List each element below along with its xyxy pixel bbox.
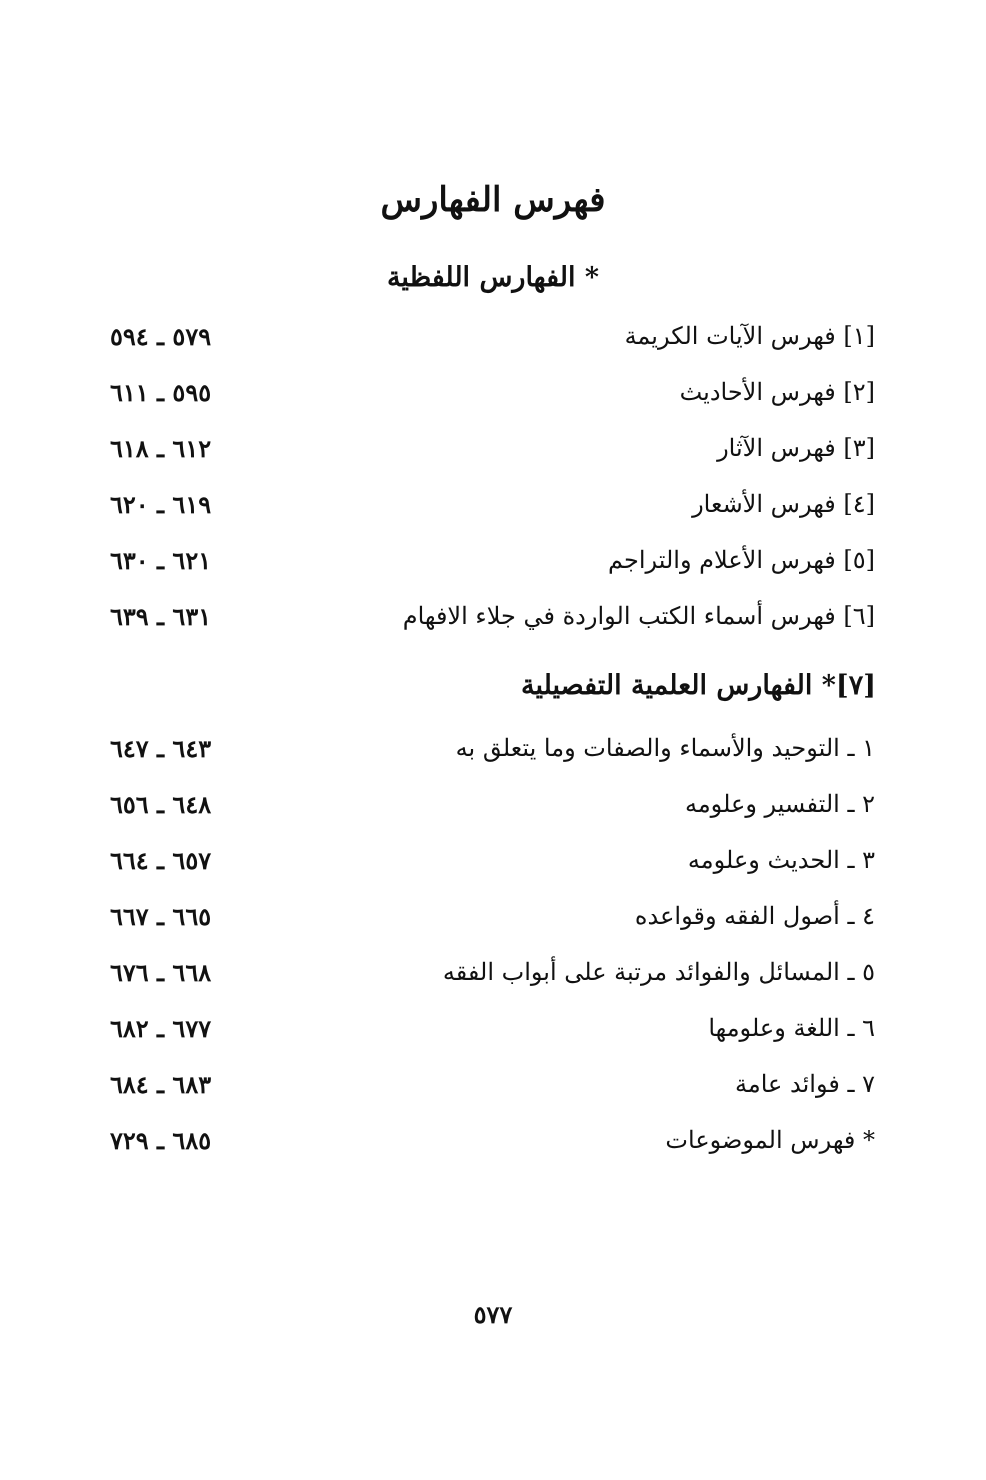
index-entry-label: [٦] فهرس أسماء الكتب الواردة في جلاء الافهام [402,602,875,630]
index-entry [110,1014,875,1060]
index-entry-page-range: ٦٦٥ ـ ٦٦٧ [110,902,212,931]
index-entry-label: ٤ ـ أصول الفقه وقواعده [634,902,875,930]
index-entry-label: ٣ ـ الحديث وعلومه [687,846,875,874]
index-entry [110,958,875,1004]
index-entry-page-range: ٦٧٧ ـ ٦٨٢ [110,1014,212,1043]
index-entry-label: ٦ ـ اللغة وعلومها [708,1014,875,1042]
section-heading-detailed-scientific-indexes: [٧]* الفهارس العلمية التفصيلية [520,670,876,701]
index-entry [110,1070,875,1116]
index-entry [110,322,875,368]
index-entry [110,602,875,648]
index-entry-label: [٤] فهرس الأشعار [692,490,875,518]
index-entry-page-range: ٥٧٩ ـ ٥٩٤ [110,322,212,351]
index-entry-page-range: ٦٨٥ ـ ٧٢٩ [110,1126,212,1155]
section-heading-verbal-indexes: * الفهارس اللفظية [386,262,600,293]
index-entry-page-range: ٦٦٨ ـ ٦٧٦ [110,958,212,987]
index-entry-label: [٢] فهرس الأحاديث [679,378,875,406]
index-entry [110,846,875,892]
index-entry-page-range: ٦٥٧ ـ ٦٦٤ [110,846,212,875]
index-entry [110,790,875,836]
index-entry-page-range: ٦٤٣ ـ ٦٤٧ [110,734,212,763]
index-entry-page-range: ٦١٢ ـ ٦١٨ [110,434,212,463]
index-entry-label: * فهرس الموضوعات [665,1126,875,1154]
index-entry-page-range: ٦١٩ ـ ٦٢٠ [110,490,212,519]
index-entry-page-range: ٥٩٥ ـ ٦١١ [110,378,212,407]
index-entry-label: [٥] فهرس الأعلام والتراجم [608,546,875,574]
index-entry-page-range: ٦٤٨ ـ ٦٥٦ [110,790,212,819]
index-entry [110,734,875,780]
index-entry [110,378,875,424]
index-entry-label: [٣] فهرس الآثار [717,434,875,462]
index-entry [110,902,875,948]
index-entry-label: ٧ ـ فوائد عامة [735,1070,875,1098]
index-entry-label: ١ ـ التوحيد والأسماء والصفات وما يتعلق به [455,734,875,762]
index-entry [110,546,875,592]
index-entry-page-range: ٦٢١ ـ ٦٣٠ [110,546,212,575]
index-entry [110,490,875,536]
page-title: فهرس الفهارس [380,180,606,220]
index-entry [110,434,875,480]
index-entry-label: ٥ ـ المسائل والفوائد مرتبة على أبواب الفقه [442,958,875,986]
page-number: ٥٧٧ [473,1300,513,1329]
index-entry [110,1126,875,1172]
index-entry-label: ٢ ـ التفسير وعلومه [684,790,875,818]
index-entry-label: [١] فهرس الآيات الكريمة [624,322,875,350]
index-entry-page-range: ٦٨٣ ـ ٦٨٤ [110,1070,212,1099]
index-entry-page-range: ٦٣١ ـ ٦٣٩ [110,602,212,631]
